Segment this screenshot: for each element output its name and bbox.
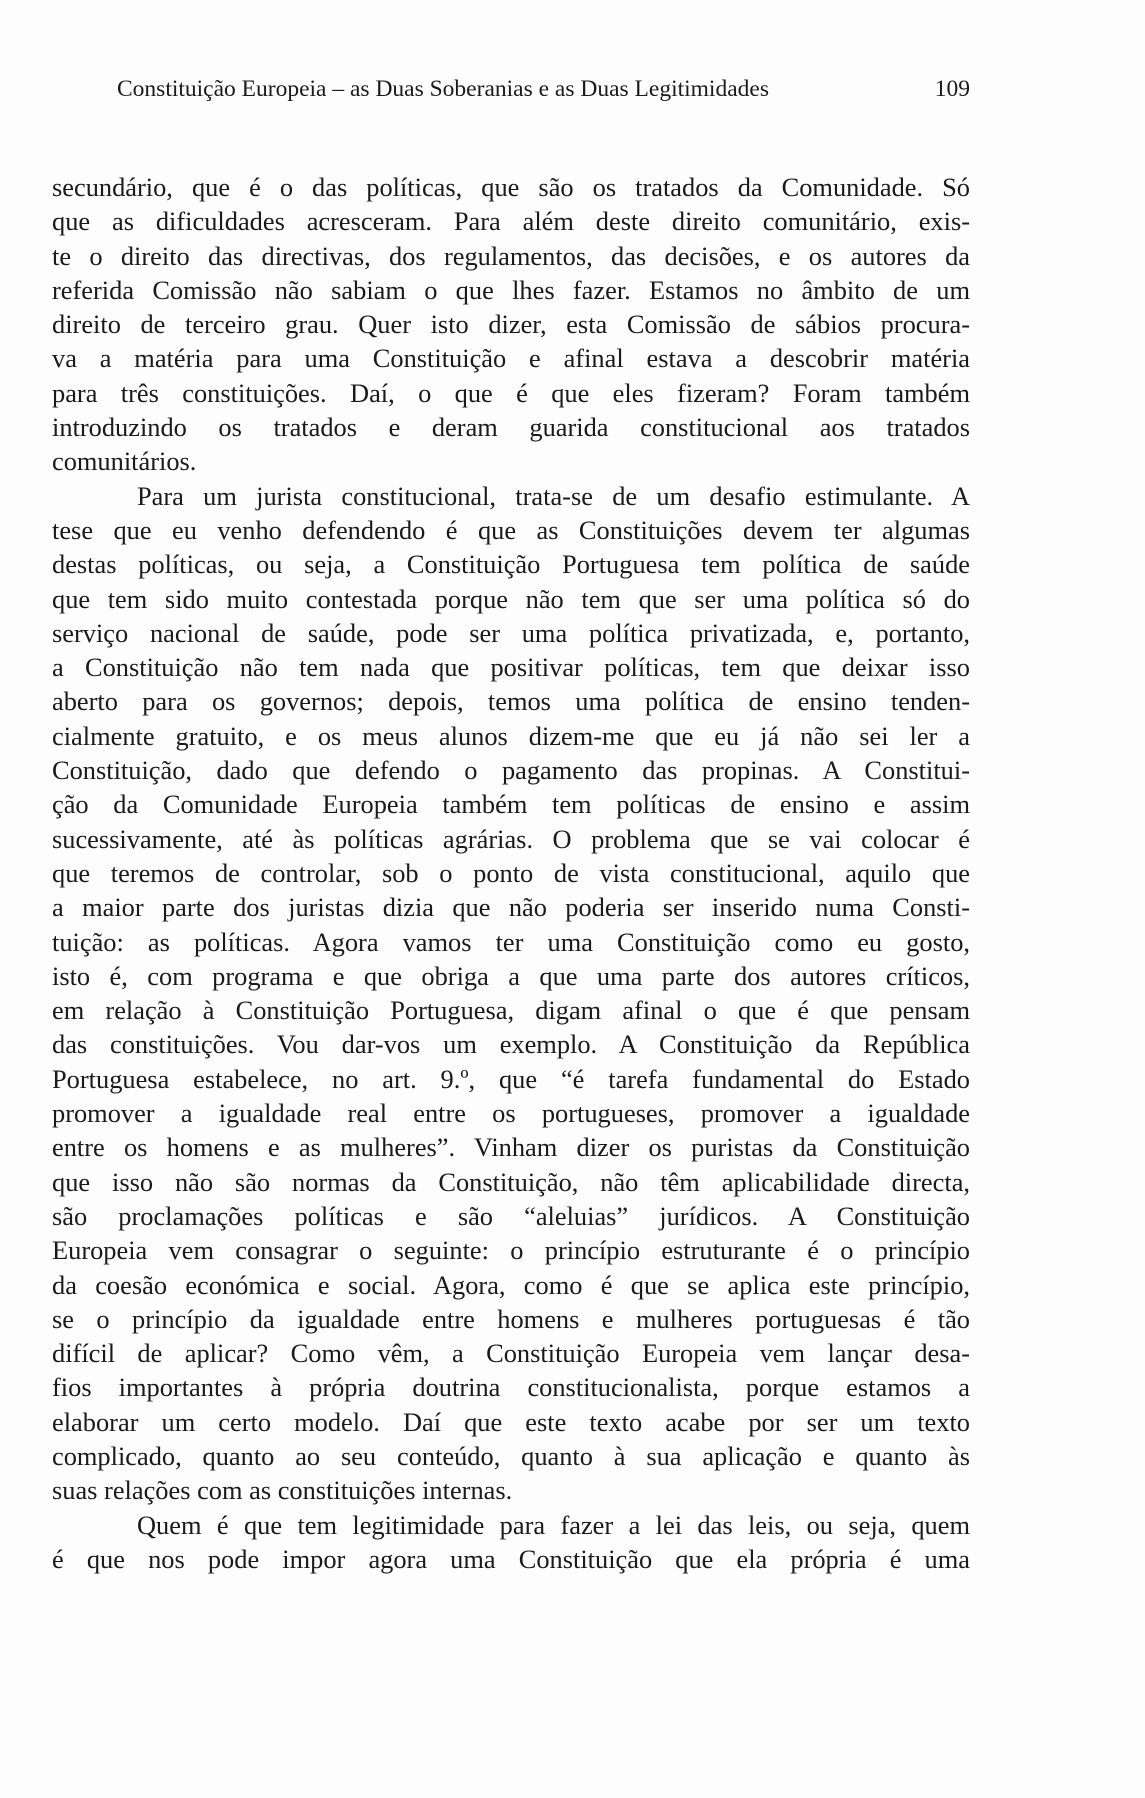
text-line: para três constituições. Daí, o que é que eles fizeram? Foram também [52, 377, 970, 408]
text-line: referida Comissão não sabiam o que lhes fazer. Estamos no âmbito de um [52, 274, 970, 305]
text-line: são proclamações políticas e são “aleluias” jurídicos. A Constituição [52, 1200, 970, 1231]
text-line: suas relações com as constituições internas. [52, 1475, 513, 1506]
body-text [52, 170, 970, 1576]
text-line: comunitários. [52, 446, 197, 477]
text-line: sucessivamente, até às políticas agrárias. O problema que se vai colocar é [52, 823, 970, 854]
running-header [117, 72, 970, 106]
text-line: introduzindo os tratados e deram guarida constitucional aos tratados [52, 412, 970, 443]
text-line: entre os homens e as mulheres”. Vinham dizer os puristas da Constituição [52, 1132, 970, 1163]
text-line: destas políticas, ou seja, a Constituição Portuguesa tem política de saúde [52, 549, 970, 580]
text-line: Constituição, dado que defendo o pagamento das propinas. A Constitui- [52, 755, 970, 786]
text-line: Portuguesa estabelece, no art. 9.º, que “é tarefa fundamental do Estado [52, 1063, 970, 1094]
text-line: tuição: as políticas. Agora vamos ter uma Constituição como eu gosto, [52, 926, 970, 957]
text-line: que tem sido muito contestada porque não tem que ser uma política só do [52, 583, 970, 614]
running-title: Constituição Europeia – as Duas Soberanias e as Duas Legitimidades [117, 76, 769, 102]
text-line: ção da Comunidade Europeia também tem políticas de ensino e assim [52, 789, 970, 820]
paragraph-first-line: Para um jurista constitucional, trata-se de um desafio estimulante. A [137, 480, 970, 511]
text-line: das constituições. Vou dar-vos um exemplo. A Constituição da República [52, 1029, 970, 1060]
text-line: é que nos pode impor agora uma Constituição que ela própria é uma [52, 1543, 970, 1574]
text-line: se o princípio da igualdade entre homens e mulheres portuguesas é tão [52, 1303, 970, 1334]
text-line: va a matéria para uma Constituição e afinal estava a descobrir matéria [52, 343, 970, 374]
text-line: cialmente gratuito, e os meus alunos dizem-me que eu já não sei ler a [52, 720, 970, 751]
text-line: promover a igualdade real entre os portugueses, promover a igualdade [52, 1098, 970, 1129]
text-line: da coesão económica e social. Agora, como é que se aplica este princípio, [52, 1269, 970, 1300]
text-line: a Constituição não tem nada que positivar políticas, tem que deixar isso [52, 652, 970, 683]
text-line: direito de terceiro grau. Quer isto dizer, esta Comissão de sábios procura- [52, 309, 970, 340]
text-line: Europeia vem consagrar o seguinte: o princípio estruturante é o princípio [52, 1235, 970, 1266]
text-line: elaborar um certo modelo. Daí que este texto acabe por ser um texto [52, 1406, 970, 1437]
text-line: que as dificuldades acresceram. Para além deste direito comunitário, exis- [52, 206, 970, 237]
text-line: serviço nacional de saúde, pode ser uma política privatizada, e, portanto, [52, 617, 970, 648]
text-line: te o direito das directivas, dos regulamentos, das decisões, e os autores da [52, 240, 970, 271]
paragraph-first-line: Quem é que tem legitimidade para fazer a lei das leis, ou seja, quem [137, 1509, 970, 1540]
text-line: secundário, que é o das políticas, que são os tratados da Comunidade. Só [52, 172, 970, 202]
text-line: aberto para os governos; depois, temos uma política de ensino tenden- [52, 686, 970, 717]
text-line: complicado, quanto ao seu conteúdo, quanto à sua aplicação e quanto às [52, 1440, 970, 1471]
text-line: difícil de aplicar? Como vêm, a Constituição Europeia vem lançar desa- [52, 1338, 970, 1369]
text-line: fios importantes à própria doutrina constitucionalista, porque estamos a [52, 1372, 970, 1403]
text-line: em relação à Constituição Portuguesa, digam afinal o que é que pensam [52, 995, 970, 1026]
text-line: tese que eu venho defendendo é que as Constituições devem ter algumas [52, 514, 970, 545]
text-line: que isso não são normas da Constituição, não têm aplicabilidade directa, [52, 1166, 970, 1197]
text-line: a maior parte dos juristas dizia que não poderia ser inserido numa Consti- [52, 892, 970, 923]
text-line: isto é, com programa e que obriga a que uma parte dos autores críticos, [52, 960, 970, 991]
page-number: 109 [934, 76, 970, 102]
text-line: que teremos de controlar, sob o ponto de vista constitucional, aquilo que [52, 857, 970, 888]
